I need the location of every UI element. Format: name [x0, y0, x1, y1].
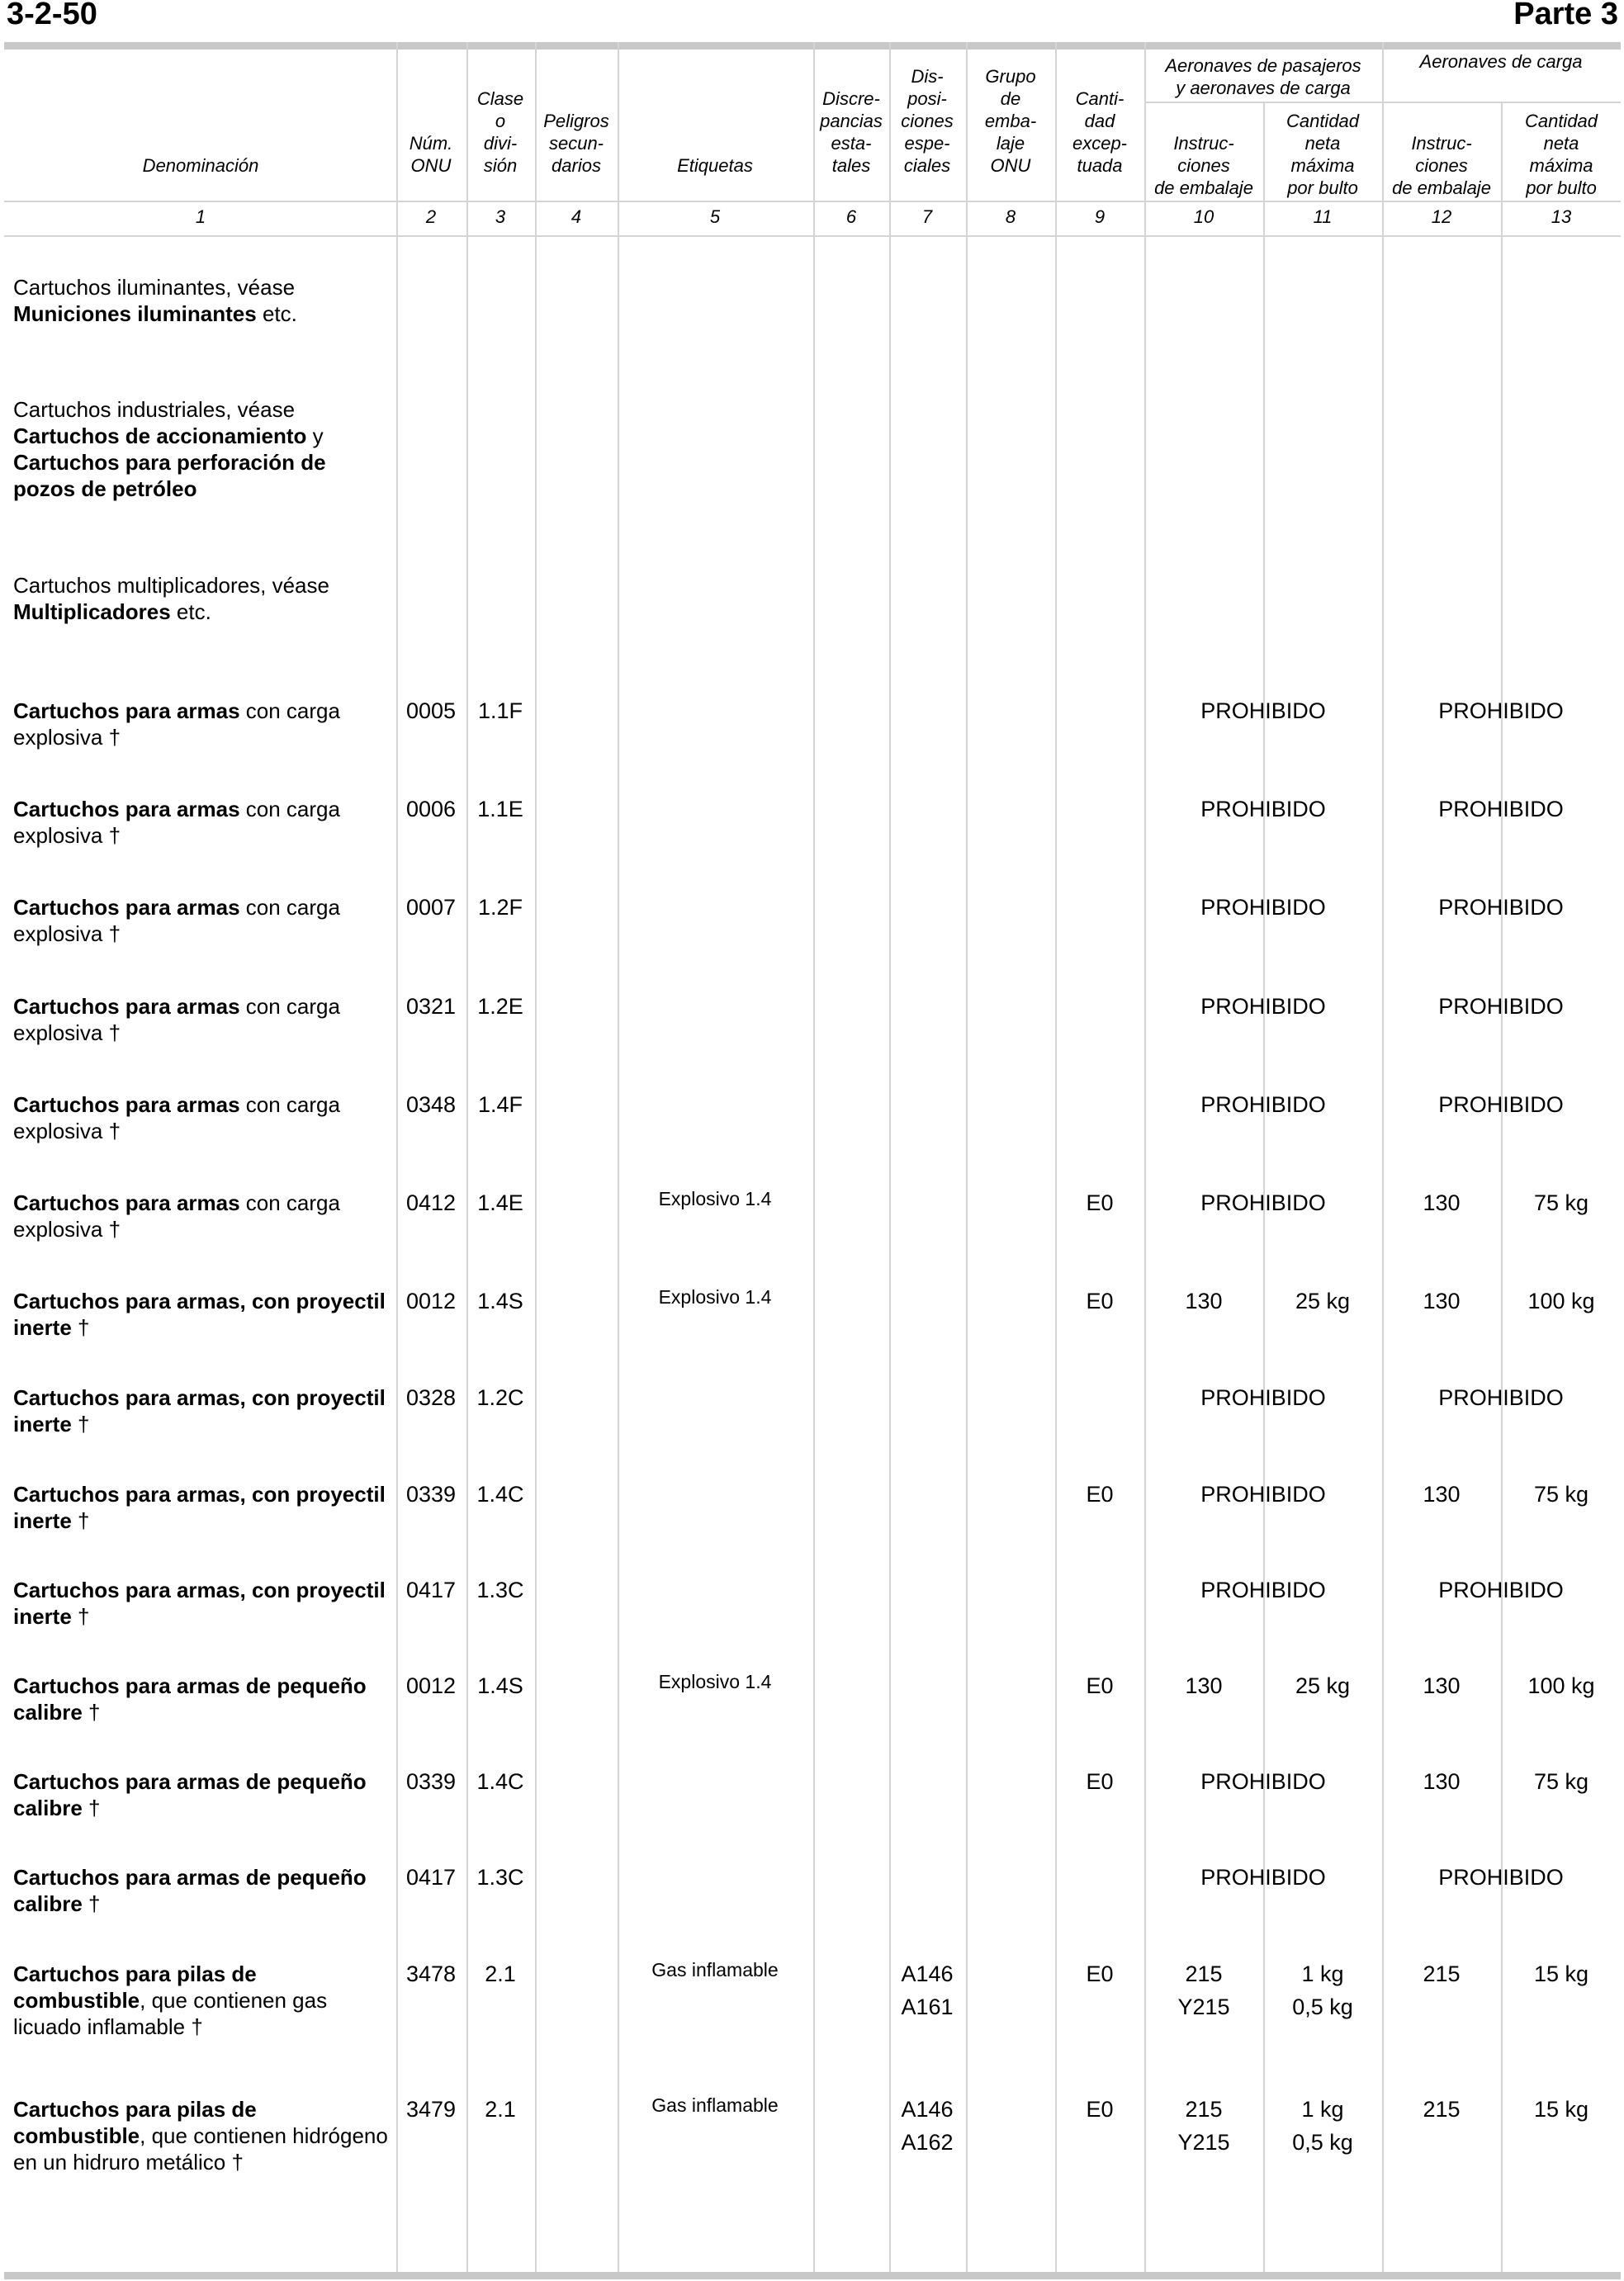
see-entry — [13, 396, 393, 502]
column-number: 12 — [1431, 206, 1452, 227]
class-division: 1.3C — [476, 1578, 524, 1602]
pax-packing-instruction: Y215 — [1177, 2130, 1230, 2155]
row-denominacion — [13, 2096, 393, 2175]
excepted-quantity: E0 — [1086, 1289, 1114, 1313]
entry-text: con carga explosiva † — [13, 895, 340, 946]
hazard-label: Gas inflamable — [651, 1959, 779, 1980]
header-cantidad: tuada — [1077, 155, 1123, 176]
entry-bold-text: Cartuchos de accionamiento — [13, 424, 307, 448]
column-number: 8 — [1005, 206, 1016, 227]
column-number: 13 — [1551, 206, 1572, 227]
column-number: 11 — [1313, 206, 1333, 227]
class-division: 1.4E — [477, 1190, 523, 1215]
header-denominacion: Denominación — [142, 155, 259, 176]
class-division: 1.4S — [477, 1289, 523, 1313]
un-number: 0328 — [405, 1385, 457, 1410]
row-denominacion — [13, 1288, 393, 1341]
entry-bold-text: Cartuchos para armas — [13, 994, 240, 1019]
group-header-divider — [1144, 102, 1621, 103]
column-divider — [535, 42, 537, 2272]
pax-packing-instruction: 215 — [1185, 1962, 1223, 1986]
header-peligros: Peligros — [543, 111, 609, 131]
header-cantidad-neta: Cantidad — [1285, 111, 1360, 131]
row-denominacion — [13, 1673, 393, 1725]
page-number: 3-2-50 — [7, 0, 97, 31]
entry-bold-text: Cartuchos para perforación de pozos de petróleo — [13, 450, 326, 501]
cargo-prohibited: PROHIBIDO — [1438, 895, 1564, 920]
column-number: 4 — [571, 206, 582, 227]
row-denominacion — [13, 894, 393, 947]
header-discrepancias: tales — [831, 155, 871, 176]
row-denominacion — [13, 1864, 393, 1917]
entry-text: † — [82, 1796, 101, 1820]
top-rule — [4, 42, 1621, 50]
hazard-label: Explosivo 1.4 — [658, 1286, 772, 1308]
special-provisions: A146 — [901, 2097, 954, 2122]
row-denominacion — [13, 1091, 393, 1144]
entry-bold-text: Cartuchos para armas, con proyectil inerte — [13, 1289, 386, 1340]
header-clase: o — [495, 111, 506, 131]
entry-text: , que contienen gas licuado inflamable † — [13, 1988, 328, 2039]
entry-bold-text: Cartuchos para armas — [13, 797, 240, 821]
un-number: 0007 — [405, 895, 457, 920]
entry-text: etc. — [256, 301, 297, 326]
header-instrucciones: ciones — [1415, 155, 1468, 176]
row-denominacion — [13, 1481, 393, 1534]
header-instrucciones: de embalaje — [1154, 177, 1253, 198]
entry-text: Cartuchos iluminantes, véase — [13, 275, 296, 300]
header-instrucciones: de embalaje — [1392, 177, 1491, 198]
header-cantidad-neta: Cantidad — [1524, 111, 1598, 131]
header-cantidad-neta: neta — [1543, 133, 1579, 154]
entry-text: † — [71, 1604, 90, 1629]
entry-bold-text: Cartuchos para armas — [13, 895, 240, 920]
cargo-packing-instruction: 215 — [1423, 1962, 1461, 1986]
header-disposiciones: espe- — [904, 133, 950, 154]
entry-text: Cartuchos industriales, véase — [13, 397, 296, 422]
header-grupo: Grupo — [985, 66, 1036, 87]
entry-text: † — [71, 1508, 90, 1533]
row-denominacion — [13, 698, 393, 750]
entry-bold-text: Cartuchos para pilas de combustible — [13, 2097, 257, 2148]
cargo-prohibited: PROHIBIDO — [1438, 1578, 1564, 1602]
column-divider — [396, 42, 398, 2272]
entry-bold-text: Cartuchos para armas de pequeño calibre — [13, 1673, 367, 1725]
entry-text: † — [71, 1412, 90, 1436]
column-number: 7 — [921, 206, 933, 227]
un-number: 3478 — [405, 1962, 457, 1986]
cargo-packing-instruction: 130 — [1423, 1289, 1461, 1313]
class-division: 1.1E — [477, 797, 523, 821]
entry-text: y — [306, 424, 324, 448]
class-division: 1.3C — [476, 1865, 524, 1890]
header-peligros: secun- — [548, 133, 604, 154]
pax-prohibited: PROHIBIDO — [1200, 1190, 1326, 1215]
header-instrucciones: ciones — [1177, 155, 1230, 176]
un-number: 3479 — [405, 2097, 457, 2122]
row-denominacion — [13, 1577, 393, 1630]
un-number: 0412 — [405, 1190, 457, 1215]
entry-bold-text: Cartuchos para armas — [13, 1190, 240, 1215]
cargo-prohibited: PROHIBIDO — [1438, 1865, 1564, 1890]
entry-bold-text: Cartuchos para armas — [13, 1092, 240, 1117]
class-division: 1.4F — [477, 1092, 523, 1117]
pax-packing-instruction: Y215 — [1177, 1995, 1230, 2019]
cargo-max-net-quantity: 15 kg — [1533, 2097, 1589, 2122]
header-discrepancias: pancias — [820, 111, 883, 131]
row-denominacion — [13, 1961, 393, 2040]
entry-bold-text: Cartuchos para armas, con proyectil inerte — [13, 1578, 386, 1629]
column-divider — [966, 42, 968, 2272]
header-cantidad-neta: máxima — [1529, 155, 1593, 176]
row-denominacion — [13, 993, 393, 1046]
un-number: 0006 — [405, 797, 457, 821]
special-provisions: A146 — [901, 1962, 954, 1986]
column-divider — [889, 42, 891, 2272]
un-number: 0417 — [405, 1578, 457, 1602]
header-grupo: ONU — [990, 155, 1031, 176]
hazard-label: Explosivo 1.4 — [658, 1671, 772, 1692]
pax-prohibited: PROHIBIDO — [1200, 1865, 1326, 1890]
entry-bold-text: Municiones iluminantes — [13, 301, 257, 326]
part-title: Parte 3 — [1513, 0, 1618, 31]
un-number: 0417 — [405, 1865, 457, 1890]
hazard-label: Gas inflamable — [651, 2094, 779, 2116]
entry-bold-text: Cartuchos para armas de pequeño calibre — [13, 1769, 367, 1820]
bottom-rule — [4, 2272, 1621, 2279]
header-grupo: emba- — [984, 111, 1037, 131]
entry-text: etc. — [170, 599, 211, 624]
entry-bold-text: Cartuchos para armas de pequeño calibre — [13, 1865, 367, 1916]
row-denominacion — [13, 1384, 393, 1437]
column-divider — [1144, 42, 1146, 2272]
header-cantidad: Canti- — [1075, 88, 1124, 109]
excepted-quantity: E0 — [1086, 1482, 1114, 1507]
un-number: 0321 — [405, 994, 457, 1019]
column-number: 9 — [1094, 206, 1106, 227]
pax-max-net-quantity: 25 kg — [1295, 1289, 1351, 1313]
header-cantidad: excep- — [1072, 133, 1128, 154]
un-number: 0005 — [405, 698, 457, 723]
un-number: 0348 — [405, 1092, 457, 1117]
header-clase: sión — [483, 155, 518, 176]
cargo-prohibited: PROHIBIDO — [1438, 1385, 1564, 1410]
hazard-label: Explosivo 1.4 — [658, 1188, 772, 1209]
pax-max-net-quantity: 1 kg — [1301, 2097, 1344, 2122]
class-division: 1.2F — [477, 895, 523, 920]
entry-text: , que contienen hidrógeno en un hidruro metálico † — [13, 2123, 388, 2175]
class-division: 2.1 — [485, 1962, 516, 1986]
excepted-quantity: E0 — [1086, 1769, 1114, 1794]
row-denominacion — [13, 1768, 393, 1821]
pax-packing-instruction: 215 — [1185, 2097, 1223, 2122]
excepted-quantity: E0 — [1086, 2097, 1114, 2122]
header-discrepancias: esta- — [831, 133, 872, 154]
cargo-packing-instruction: 130 — [1423, 1482, 1461, 1507]
pax-prohibited: PROHIBIDO — [1200, 698, 1326, 723]
header-disposiciones: ciales — [903, 155, 951, 176]
column-divider — [466, 42, 468, 2272]
header-num-onu: ONU — [410, 155, 452, 176]
pax-max-net-quantity: 0,5 kg — [1292, 2130, 1353, 2155]
pax-prohibited: PROHIBIDO — [1200, 1385, 1326, 1410]
header-clase: Clase — [476, 88, 524, 109]
entry-bold-text: Cartuchos para armas, con proyectil inerte — [13, 1482, 386, 1533]
entry-text: † — [82, 1891, 101, 1916]
cargo-packing-instruction: 130 — [1423, 1769, 1461, 1794]
cargo-packing-instruction: 130 — [1423, 1190, 1461, 1215]
un-number: 0339 — [405, 1482, 457, 1507]
pax-prohibited: PROHIBIDO — [1200, 895, 1326, 920]
cargo-prohibited: PROHIBIDO — [1438, 1092, 1564, 1117]
number-row-divider — [4, 235, 1621, 237]
pax-packing-instruction: 130 — [1185, 1289, 1223, 1313]
entry-text: con carga explosiva † — [13, 1190, 340, 1242]
header-num-onu: Núm. — [409, 133, 453, 154]
entry-text: Cartuchos multiplicadores, véase — [13, 573, 329, 598]
column-number: 10 — [1193, 206, 1214, 227]
cargo-prohibited: PROHIBIDO — [1438, 797, 1564, 821]
un-number: 0339 — [405, 1769, 457, 1794]
column-divider — [813, 42, 815, 2272]
header-cantidad-neta: por bulto — [1287, 177, 1358, 198]
column-divider — [1055, 42, 1057, 2272]
cargo-max-net-quantity: 75 kg — [1533, 1769, 1589, 1794]
header-grupo: laje — [996, 133, 1025, 154]
class-division: 2.1 — [485, 2097, 516, 2122]
header-cantidad-neta: por bulto — [1526, 177, 1597, 198]
pax-prohibited: PROHIBIDO — [1200, 1578, 1326, 1602]
entry-text: con carga explosiva † — [13, 797, 340, 848]
column-divider — [1382, 42, 1384, 2272]
header-disposiciones: posi- — [907, 88, 947, 109]
pax-prohibited: PROHIBIDO — [1200, 994, 1326, 1019]
excepted-quantity: E0 — [1086, 1190, 1114, 1215]
header-grupo: de — [1000, 88, 1021, 109]
header-carga-group: Aeronaves de carga — [1419, 51, 1583, 72]
header-pasajeros-group: Aeronaves de pasajeros — [1165, 55, 1361, 76]
entry-text: con carga explosiva † — [13, 698, 340, 750]
pax-max-net-quantity: 1 kg — [1301, 1962, 1344, 1986]
pax-max-net-quantity: 25 kg — [1295, 1673, 1351, 1698]
un-number: 0012 — [405, 1289, 457, 1313]
entry-bold-text: Cartuchos para armas, con proyectil inerte — [13, 1385, 386, 1436]
pax-prohibited: PROHIBIDO — [1200, 1482, 1326, 1507]
cargo-max-net-quantity: 100 kg — [1527, 1673, 1595, 1698]
cargo-max-net-quantity: 75 kg — [1533, 1190, 1589, 1215]
cargo-max-net-quantity: 75 kg — [1533, 1482, 1589, 1507]
column-divider — [618, 42, 619, 2272]
cargo-packing-instruction: 130 — [1423, 1673, 1461, 1698]
header-instrucciones: Instruc- — [1173, 133, 1234, 154]
header-disposiciones: ciones — [901, 111, 954, 131]
class-division: 1.2E — [477, 994, 523, 1019]
pax-packing-instruction: 130 — [1185, 1673, 1223, 1698]
see-entry — [13, 274, 393, 327]
cargo-prohibited: PROHIBIDO — [1438, 698, 1564, 723]
entry-bold-text: Multiplicadores — [13, 599, 171, 624]
cargo-max-net-quantity: 100 kg — [1527, 1289, 1595, 1313]
pax-max-net-quantity: 0,5 kg — [1292, 1995, 1353, 2019]
special-provisions: A162 — [901, 2130, 954, 2155]
class-division: 1.4S — [477, 1673, 523, 1698]
entry-bold-text: Cartuchos para pilas de combustible — [13, 1962, 257, 2013]
column-number: 3 — [495, 206, 506, 227]
header-clase: divi- — [483, 133, 518, 154]
header-divider — [4, 201, 1621, 202]
header-disposiciones: Dis- — [911, 66, 944, 87]
entry-text: † — [82, 1700, 101, 1725]
entry-text: † — [71, 1315, 90, 1340]
class-division: 1.4C — [476, 1769, 524, 1794]
row-denominacion — [13, 1190, 393, 1242]
header-cantidad: dad — [1084, 111, 1115, 131]
header-etiquetas: Etiquetas — [677, 155, 753, 176]
column-number: 6 — [845, 206, 857, 227]
special-provisions: A161 — [901, 1995, 954, 2019]
cargo-prohibited: PROHIBIDO — [1438, 994, 1564, 1019]
excepted-quantity: E0 — [1086, 1962, 1114, 1986]
header-cantidad-neta: neta — [1304, 133, 1341, 154]
column-number: 1 — [195, 206, 206, 227]
cargo-max-net-quantity: 15 kg — [1533, 1962, 1589, 1986]
entry-bold-text: Cartuchos para armas — [13, 698, 240, 723]
pax-prohibited: PROHIBIDO — [1200, 797, 1326, 821]
pax-prohibited: PROHIBIDO — [1200, 1092, 1326, 1117]
un-number: 0012 — [405, 1673, 457, 1698]
entry-text: con carga explosiva † — [13, 1092, 340, 1143]
pax-prohibited: PROHIBIDO — [1200, 1769, 1326, 1794]
cargo-packing-instruction: 215 — [1423, 2097, 1461, 2122]
class-division: 1.2C — [476, 1385, 524, 1410]
header-discrepancias: Discre- — [822, 88, 880, 109]
column-number: 2 — [425, 206, 437, 227]
column-number: 5 — [709, 206, 721, 227]
header-pasajeros-group: y aeronaves de carga — [1176, 78, 1351, 98]
header-peligros: darios — [552, 155, 601, 176]
excepted-quantity: E0 — [1086, 1673, 1114, 1698]
see-entry — [13, 572, 393, 625]
header-instrucciones: Instruc- — [1411, 133, 1472, 154]
row-denominacion — [13, 796, 393, 849]
column-divider — [1501, 102, 1503, 2272]
class-division: 1.4C — [476, 1482, 524, 1507]
header-cantidad-neta: máxima — [1290, 155, 1355, 176]
entry-text: con carga explosiva † — [13, 994, 340, 1045]
class-division: 1.1F — [477, 698, 523, 723]
